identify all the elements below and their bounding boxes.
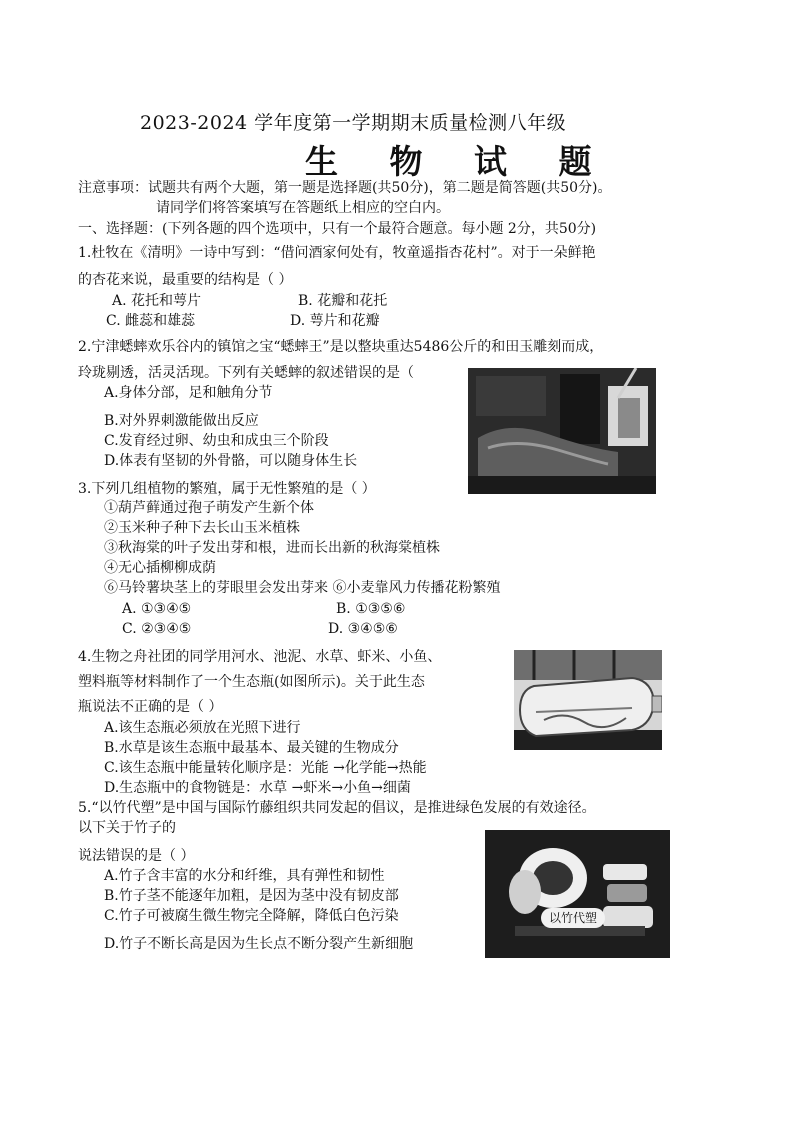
q4-option-b: B.水草是该生态瓶中最基本、最关键的生物成分	[104, 740, 399, 756]
q3-item-4: ④无心插柳柳成荫	[104, 560, 216, 576]
q1-option-c: C. 雌蕊和雄蕊	[106, 313, 196, 329]
q1-option-a: A. 花托和萼片	[112, 293, 202, 309]
ecobottle-photo	[514, 650, 662, 750]
q2-stem-1: 2.宁津蟋蟀欢乐谷内的镇馆之宝“蟋蟀王”是以整块重达5486公斤的和田玉雕刻而成，	[78, 339, 604, 355]
q5-option-c: C.竹子可被腐生微生物完全降解，降低白色污染	[104, 908, 399, 924]
q3-option-b: B. ①③⑤⑥	[336, 601, 406, 617]
q5-option-a: A.竹子含丰富的水分和纤维，具有弹性和韧性	[104, 868, 385, 884]
q3-stem: 3.下列几组植物的繁殖，属于无性繁殖的是（ ）	[78, 481, 376, 497]
q5-stem-1: 5.“以竹代塑”是中国与国际竹藤组织共同发起的倡议，是推进绿色发展的有效途径。	[78, 800, 596, 816]
bamboo-products-photo	[485, 830, 670, 958]
q1-option-b: B. 花瓣和花托	[298, 293, 388, 309]
q3-option-a: A. ①③④⑤	[122, 601, 192, 617]
q5-option-b: B.竹子茎不能逐年加粗，是因为茎中没有韧皮部	[104, 888, 399, 904]
q3-item-3: ③秋海棠的叶子发出芽和根，进而长出新的秋海棠植株	[104, 540, 440, 556]
q5-stem-3: 说法错误的是（ ）	[78, 848, 195, 864]
cricket-king-photo	[468, 368, 656, 494]
q1-option-d: D. 萼片和花瓣	[290, 313, 380, 329]
q3-item-1: ①葫芦藓通过孢子萌发产生新个体	[104, 500, 314, 516]
exam-subject-title: 生 物 试 题	[305, 142, 612, 181]
q4-stem-3: 瓶说法不正确的是（ ）	[78, 699, 223, 715]
q4-option-a: A.该生态瓶必须放在光照下进行	[104, 720, 301, 736]
cricket-king-photo-art	[468, 368, 656, 494]
q2-option-c: C.发育经过卵、幼虫和成虫三个阶段	[104, 433, 329, 449]
q3-item-5: ⑥马铃薯块茎上的芽眼里会发出芽来 ⑥小麦靠风力传播花粉繁殖	[104, 580, 501, 596]
q3-option-c: C. ②③④⑤	[122, 621, 192, 637]
q2-stem-2: 玲珑剔透，活灵活现。下列有关蟋蟀的叙述错误的是（	[78, 365, 414, 381]
notice-line-1: 注意事项：试题共有两个大题，第一题是选择题(共50分)，第二题是简答题(共50分)。	[78, 180, 612, 196]
q1-stem-1: 1.杜牧在《清明》一诗中写到：“借问酒家何处有，牧童遥指杏花村”。对于一朵鲜艳	[78, 245, 596, 261]
section-1-heading: 一、选择题：(下列各题的四个选项中，只有一个最符合题意。每小题 2分，共50分)	[78, 221, 597, 237]
q5-option-d: D.竹子不断长高是因为生长点不断分裂产生新细胞	[104, 936, 414, 952]
q1-stem-2: 的杏花来说，最重要的结构是（ ）	[78, 272, 293, 288]
q4-stem-1: 4.生物之舟社团的同学用河水、池泥、水草、虾米、小鱼、	[78, 649, 442, 665]
ecobottle-photo-art	[514, 650, 662, 750]
q4-stem-2: 塑料瓶等材料制作了一个生态瓶(如图所示)。关于此生态	[78, 674, 425, 690]
q2-option-d: D.体表有坚韧的外骨骼，可以随身体生长	[104, 453, 358, 469]
q3-option-d: D. ③④⑤⑥	[328, 621, 398, 637]
bamboo-photo-label: 以竹代塑	[541, 908, 605, 928]
q2-option-a: A.身体分部，足和触角分节	[104, 385, 273, 401]
bamboo-products-photo-art	[485, 830, 670, 958]
q5-stem-2: 以下关于竹子的	[78, 820, 176, 836]
notice-line-2: 请同学们将答案填写在答题纸上相应的空白内。	[156, 200, 450, 216]
q4-option-c: C.该生态瓶中能量转化顺序是：光能 →化学能→热能	[104, 760, 427, 776]
exam-year-title: 2023-2024 学年度第一学期期末质量检测八年级	[140, 112, 567, 134]
q4-option-d: D.生态瓶中的食物链是：水草 →虾米→小鱼→细菌	[104, 780, 411, 796]
q3-item-2: ②玉米种子种下去长山玉米植株	[104, 520, 300, 536]
q2-option-b: B.对外界刺激能做出反应	[104, 413, 259, 429]
